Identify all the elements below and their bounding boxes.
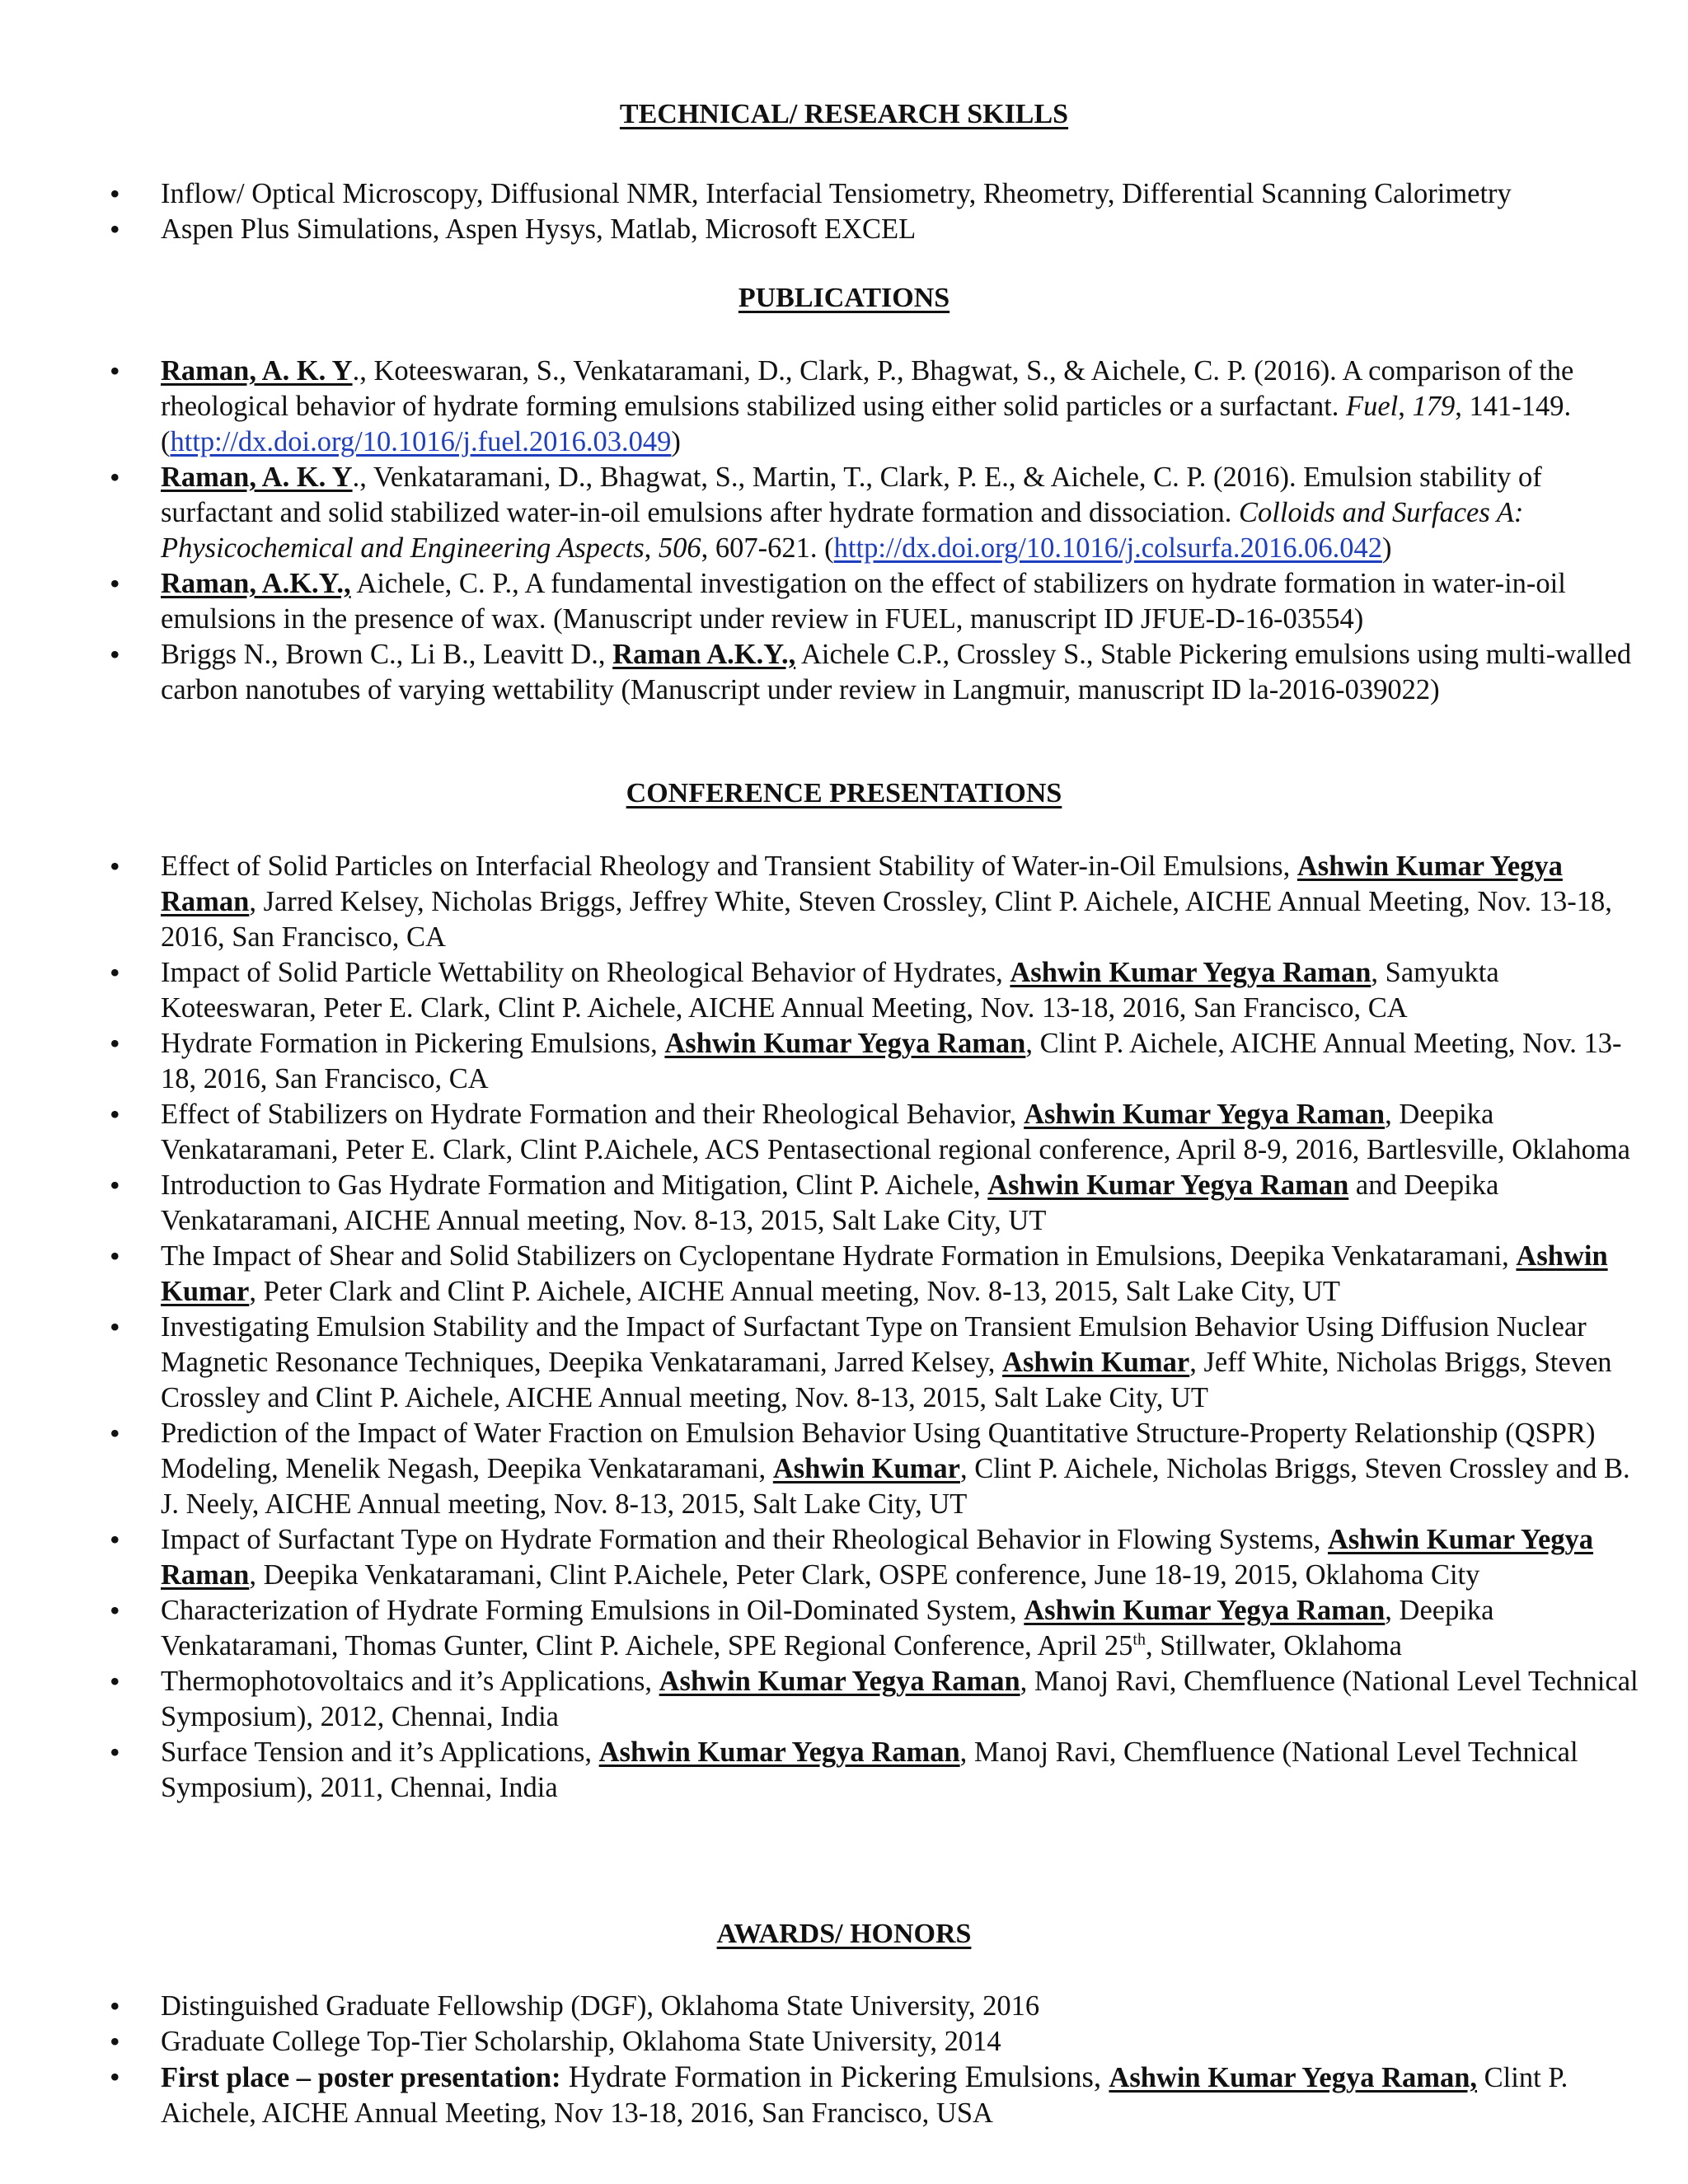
award-label: First place – poster presentation: xyxy=(161,2062,561,2093)
conference-item xyxy=(0,1168,1688,1239)
publication-text: ., Venkataramani, D., Bhagwat, S., Martin, T., Clark, P. E., & Aichele, C. P. (2016). Emulsion stability of surfactant and solid stabilized water-in-oil emulsions after hydrate formation and dissociation. xyxy=(161,462,1542,528)
talk-details: , Peter Clark and Clint P. Aichele, AICHE Annual meeting, Nov. 8-13, 2015, Salt Lake City, UT xyxy=(249,1276,1340,1307)
publication-sep: , xyxy=(644,532,659,564)
presenter-name: Ashwin Kumar Yegya Raman xyxy=(1024,1099,1386,1130)
talk-location: , Stillwater, Oklahoma xyxy=(1145,1630,1402,1661)
talk-details: , Deepika Venkataramani, Clint P.Aichele, Peter Clark, OSPE conference, June 18-19, 2015, Oklahoma City xyxy=(249,1559,1480,1591)
presenter-name: Ashwin Kumar Yegya Raman xyxy=(1010,957,1372,988)
talk-details: , Deepika Venkataramani, Thomas Gunter, Clint P. Aichele, SPE Regional Conference, April 25 xyxy=(161,1595,1494,1661)
talk-title: Investigating Emulsion Stability and the Impact of Surfactant Type on Transient Emulsion Behavior Using Diffusion Nuclear Magnetic Resonance Techniques, Deepika Venkataramani, Jarred Kelsey, xyxy=(161,1311,1587,1378)
presenter-name: Ashwin Kumar Yegya Raman, xyxy=(1109,2062,1478,2093)
journal-volume: 506 xyxy=(658,532,701,564)
conference-item xyxy=(0,1239,1688,1310)
publication-text: Aichele C.P., Crossley S., Stable Pickering emulsions using multi-walled carbon nanotubes of varying wettability (Manuscript under review in Langmuir, manuscript ID la-2016-039022) xyxy=(161,639,1632,705)
doi-link[interactable]: http://dx.doi.org/10.1016/j.colsurfa.2016.06.042 xyxy=(833,532,1383,564)
journal-name: Colloids and Surfaces A: Physicochemical and Engineering Aspects xyxy=(161,497,1524,564)
ordinal-suffix: th xyxy=(1132,1630,1146,1649)
publication-text: ., Koteeswaran, S., Venkataramani, D., Clark, P., Bhagwat, S., & Aichele, C. P. (2016). A comparison of the rheological behavior of hydrate forming emulsions stabilized using either solid particles or a surfactant. xyxy=(161,355,1574,422)
conference-item xyxy=(0,1735,1688,1806)
award-item: • Graduate College Top-Tier Scholarship, Oklahoma State University, 2014 xyxy=(0,2024,1688,2060)
presenter-name: Ashwin Kumar Yegya Raman xyxy=(659,1666,1020,1697)
list-item: • Inflow/ Optical Microscopy, Diffusional NMR, Interfacial Tensiometry, Rheometry, Differential Scanning Calorimetry xyxy=(0,176,1688,212)
conferences-heading: CONFERENCE PRESENTATIONS xyxy=(626,778,1062,808)
talk-details: , Manoj Ravi, Chemfluence (National Level Technical Symposium), 2011, Chennai, India xyxy=(161,1736,1578,1803)
author-name: Raman, A. K. Y xyxy=(161,355,353,387)
talk-title: Effect of Stabilizers on Hydrate Formation and their Rheological Behavior, xyxy=(161,1099,1025,1130)
talk-details: , Clint P. Aichele, Nicholas Briggs, Steven Crossley and B. J. Neely, AICHE Annual meeting, Nov. 8-13, 2015, Salt Lake City, UT xyxy=(161,1453,1630,1520)
conferences-list xyxy=(0,849,1688,1806)
talk-title: Prediction of the Impact of Water Fraction on Emulsion Behavior Using Quantitative Structure-Property Relationship (QSPR) Modeling, Menelik Negash, Deepika Venkataramani, xyxy=(161,1418,1596,1484)
award-item: • Distinguished Graduate Fellowship (DGF), Oklahoma State University, 2016 xyxy=(0,1989,1688,2024)
conference-item xyxy=(0,1522,1688,1593)
publication-item xyxy=(0,460,1688,566)
talk-details: , Manoj Ravi, Chemfluence (National Level Technical Symposium), 2012, Chennai, India xyxy=(161,1666,1639,1732)
presenter-name: Ashwin Kumar xyxy=(1002,1347,1190,1378)
publication-text: Aichele, C. P., A fundamental investigation on the effect of stabilizers on hydrate formation in water-in-oil emulsions in the presence of wax. (Manuscript under review in FUEL, manuscript ID JFUE-D-16-03554) xyxy=(161,568,1566,635)
presenter-name: Ashwin Kumar Yegya Raman xyxy=(161,851,1563,917)
talk-title: Impact of Solid Particle Wettability on Rheological Behavior of Hydrates, xyxy=(161,957,1010,988)
award-item xyxy=(0,2060,1688,2131)
conference-item xyxy=(0,1026,1688,1097)
doi-link[interactable]: http://dx.doi.org/10.1016/j.fuel.2016.03.049 xyxy=(170,426,672,457)
talk-title: Characterization of Hydrate Forming Emulsions in Oil-Dominated System, xyxy=(161,1595,1025,1626)
skills-list xyxy=(0,176,1688,247)
author-name: Raman, A.K.Y., xyxy=(161,568,351,599)
publication-end: ) xyxy=(1382,532,1392,564)
conference-item xyxy=(0,1097,1688,1168)
talk-details: , Jeff White, Nicholas Briggs, Steven Crossley and Clint P. Aichele, AICHE Annual meeting, Nov. 8-13, 2015, Salt Lake City, UT xyxy=(161,1347,1612,1413)
presenter-name: Ashwin Kumar Yegya Raman xyxy=(161,1524,1594,1591)
presenter-name: Ashwin Kumar Yegya Raman xyxy=(664,1028,1026,1059)
publication-pages: , 607-621. ( xyxy=(701,532,834,564)
publications-heading: PUBLICATIONS xyxy=(738,283,950,313)
publication-sep: , xyxy=(1398,391,1413,422)
conference-item xyxy=(0,1664,1688,1735)
conference-item xyxy=(0,955,1688,1026)
talk-details: , Clint P. Aichele, AICHE Annual Meeting, Nov. 13-18, 2016, San Francisco, CA xyxy=(161,1028,1622,1094)
author-name: Raman A.K.Y., xyxy=(612,639,796,670)
awards-heading: AWARDS/ HONORS xyxy=(716,1919,972,1949)
talk-title: Hydrate Formation in Pickering Emulsions, xyxy=(161,1028,665,1059)
talk-title: Surface Tension and it’s Applications, xyxy=(161,1736,599,1768)
list-item: • Aspen Plus Simulations, Aspen Hysys, Matlab, Microsoft EXCEL xyxy=(0,212,1688,247)
publication-item xyxy=(0,637,1688,708)
presenter-name: Ashwin Kumar Yegya Raman xyxy=(1024,1595,1386,1626)
talk-title: Thermophotovoltaics and it’s Applications, xyxy=(161,1666,659,1697)
journal-name: Fuel xyxy=(1346,391,1399,422)
conference-item xyxy=(0,1310,1688,1416)
presenter-name: Ashwin Kumar xyxy=(161,1240,1608,1307)
talk-details: , Jarred Kelsey, Nicholas Briggs, Jeffrey White, Steven Crossley, Clint P. Aichele, AICHE Annual Meeting, Nov. 13-18, 2016, San Francisco, CA xyxy=(161,886,1612,953)
presenter-name: Ashwin Kumar xyxy=(772,1453,960,1484)
talk-title: Effect of Solid Particles on Interfacial Rheology and Transient Stability of Water-in-Oil Emulsions, xyxy=(161,851,1297,882)
award-details: Clint P. Aichele, AICHE Annual Meeting, Nov 13-18, 2016, San Francisco, USA xyxy=(161,2062,1568,2129)
talk-details: , Deepika Venkataramani, Peter E. Clark, Clint P.Aichele, ACS Pentasectional regional conference, April 8-9, 2016, Bartlesville, Oklahoma xyxy=(161,1099,1630,1165)
poster-title: Hydrate Formation in Pickering Emulsions, xyxy=(560,2060,1109,2094)
skills-heading: TECHNICAL/ RESEARCH SKILLS xyxy=(619,99,1069,129)
publications-list xyxy=(0,354,1688,708)
coauthors: Briggs N., Brown C., Li B., Leavitt D., xyxy=(161,639,613,670)
conference-item xyxy=(0,1593,1688,1664)
publication-item xyxy=(0,354,1688,460)
talk-title: Impact of Surfactant Type on Hydrate Formation and their Rheological Behavior in Flowing Systems, xyxy=(161,1524,1328,1555)
awards-list xyxy=(0,1989,1688,2131)
talk-details: and Deepika Venkataramani, AICHE Annual meeting, Nov. 8-13, 2015, Salt Lake City, UT xyxy=(161,1169,1499,1236)
publication-end: ) xyxy=(671,426,681,457)
talk-title: Introduction to Gas Hydrate Formation and Mitigation, Clint P. Aichele, xyxy=(161,1169,988,1201)
publication-pages: , 141-149. ( xyxy=(161,391,1572,457)
presenter-name: Ashwin Kumar Yegya Raman xyxy=(987,1169,1349,1201)
journal-volume: 179 xyxy=(1412,391,1456,422)
conference-item xyxy=(0,849,1688,955)
presenter-name: Ashwin Kumar Yegya Raman xyxy=(598,1736,960,1768)
author-name: Raman, A. K. Y xyxy=(161,462,353,493)
publication-item xyxy=(0,566,1688,637)
talk-details: , Samyukta Koteeswaran, Peter E. Clark, Clint P. Aichele, AICHE Annual Meeting, Nov. 13-18, 2016, San Francisco, CA xyxy=(161,957,1499,1024)
conference-item xyxy=(0,1416,1688,1522)
talk-title: The Impact of Shear and Solid Stabilizers on Cyclopentane Hydrate Formation in Emulsions, Deepika Venkataramani, xyxy=(161,1240,1517,1272)
